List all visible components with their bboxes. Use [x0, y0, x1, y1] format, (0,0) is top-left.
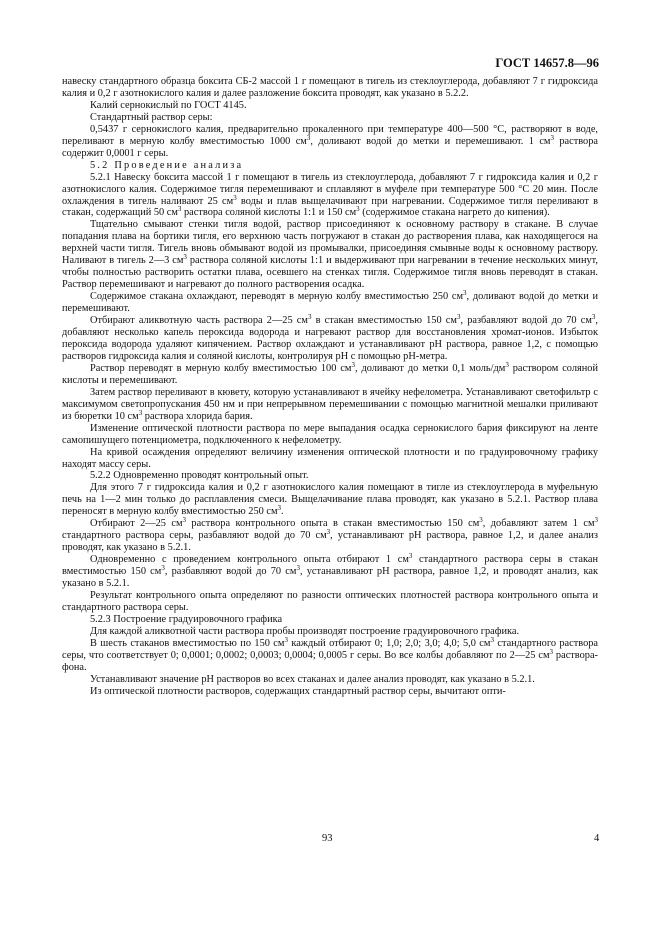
paragraph: 0,5437 г сернокислого калия, предварительно прокаленного при температуре 400—500 °С, растворяют в воде, переливают в мерную колбу вместимостью 1000 $см^3$, доливают водой до метки и перемешивают. 1 $см^3$ раствора содержит 0,0001 г серы. [62, 123, 598, 159]
paragraph: Затем раствор переливают в кювету, которую устанавливают в ячейку нефелометра. Устанавливают светофильтр с максимумом светопропускания 450 нм и при непрерывном перемешивании с помощью магнитной мешалки приливают из бюретки 10 $см^3$ раствора хлорида бария. [62, 386, 598, 422]
subsection-heading: 5.2.3 Построение градуировочного графика [90, 613, 283, 625]
paragraph: Устанавливают значение pH растворов во всех стаканах и далее анализ проводят, как указано в 5.2.1. [90, 673, 535, 685]
document-standard-number: ГОСТ 14657.8—96 [495, 56, 599, 70]
paragraph: На кривой осаждения определяют величину изменения оптической плотности и по градуировочному графику находят массу серы. [62, 446, 598, 470]
paragraph: Из оптической плотности растворов, содержащих стандартный раствор серы, вычитают опти- [90, 685, 506, 697]
paragraph: Результат контрольного опыта определяют по разности оптических плотностей раствора контрольного опыта и стандартного раствора серы. [62, 589, 598, 613]
paragraph: В шесть стаканов вместимостью по 150 $см^3$ каждый отбирают 0; 1,0; 2,0; 3,0; 4,0; 5,0 $см^3$ стандартного раствора серы, что соответствует 0; 0,0001; 0,0002; 0,0003; 0,0004; 0,0005 г серы. Во все колбы добавляют по 2—25 $см^3$ раствора-фона. [62, 635, 599, 673]
paragraph: Отбирают 2—25 $см^3$ раствора контрольного опыта в стакан вместимостью 150 $см^3$, добавляют затем 1 $см^3$ стандартного раствора серы, разбавляют водой до 70 $см^3$, устанавливают pH раствора, равное 1,2, и далее анализ проводят, как указано в 5.2.1. [62, 516, 598, 554]
paragraph: Одновременно с проведением контрольного опыта отбирают 1 $см^3$ стандартного раствора серы в стакан вместимостью 150 $см^3$, разбавляют водой до 70 $см^3$, устанавливают pH раствора, равное 1,2, и проводят анализ, как указано в 5.2.1. [62, 552, 599, 590]
section-heading: 5.2 Проведение анализа [90, 159, 244, 171]
paragraph: Отбирают аликвотную часть раствора 2—25 $см^3$ в стакан вместимостью 150 $см^3$, разбавляют водой до 70 $см^3$, добавляют несколько капель пероксида водорода и нагревают раствор для восстановления хромат-ионов. Избыток пероксида водорода удаляют кипячением. Раствор охлаждают и устанавливают pH раствора, равное 1,2, с помощью растворов гидроксида калия и соляной кислоты, контролируя pH с помощью pH-метра. [62, 313, 599, 362]
paragraph: Для этого 7 г гидроксида калия и 0,2 г азотнокислого калия помещают в тигле из стеклоуглерода в муфельную печь на 1—2 мин только до расплавления смеси. Выщелачивание плава проводят, как указано в 5.2.1. Раствор плава переносят в мерную колбу вместимостью 250 $см^3$. [62, 482, 598, 518]
document-body [62, 76, 598, 698]
paragraph: навеску стандартного образца боксита СБ-2 массой 1 г помещают в тигель из стеклоуглерода, добавляют 7 г гидроксида калия и 0,2 г азотнокислого калия и далее разложение боксита проводят, как указано в 5.2.2. [62, 76, 598, 99]
page-number: 93 [322, 833, 333, 844]
paragraph: Тщательно смывают стенки тигля водой, раствор присоединяют к основному раствору в стакане. В случае попадания плава на бортики тигля, его верхнюю часть погружают в стакан до растворения плава, как находящегося на верхней части тигля. Тигель вновь обмывают водой из промывалки, присоединяя смывные воды к основному раствору. Наливают в тигель 2—3 $см^3$ раствора соляной кислоты 1:1 и выдерживают при нагревании в течение нескольких минут, чтобы полностью растворить остатки плава, осевшего на стенках тигля. Содержимое тигля вновь переводят в стакан. Раствор перемешивают и нагревают до полного растворения осадка. [62, 219, 598, 291]
paragraph: Раствор переводят в мерную колбу вместимостью 100 $см^3$, доливают до метки 0,1 моль/$дм^3$ раствором соляной кислоты и перемешивают. [62, 360, 599, 386]
paragraph: Изменение оптической плотности раствора по мере выпадания осадка сернокислого бария фиксируют на ленте самопишущего потенциометра, подключенного к нефелометру. [62, 422, 598, 446]
paragraph: Содержимое стакана охлаждают, переводят в мерную колбу вместимостью 250 $см^3$, доливают водой до метки и перемешивают. [62, 289, 599, 315]
paragraph: 5.2.1 Навеску боксита массой 1 г помещают в тигель из стеклоуглерода, добавляют 7 г гидроксида калия и 0,2 г азотнокислого калия. Содержимое тигля перемешивают и сплавляют в муфеле при температуре 500 °С 20 мин. После охлаждения в тигель наливают 25 $см^3$ воды и плав выщелачивают при нагревании. Содержимое тигля переливают в стакан, содержащий 50 $см^3$ раствора соляной кислоты 1:1 и 150 $см^3$ (содержимое стакана нагрето до кипения). [62, 171, 598, 219]
paragraph: Калий сернокислый по ГОСТ 4145. [90, 99, 247, 111]
side-number: 4 [594, 833, 600, 844]
paragraph: Для каждой аликвотной части раствора пробы производят построение градуировочного графика. [90, 625, 520, 637]
paragraph: 5.2.2 Одновременно проводят контрольный опыт. [90, 470, 309, 482]
paragraph: Стандартный раствор серы: [90, 111, 213, 123]
